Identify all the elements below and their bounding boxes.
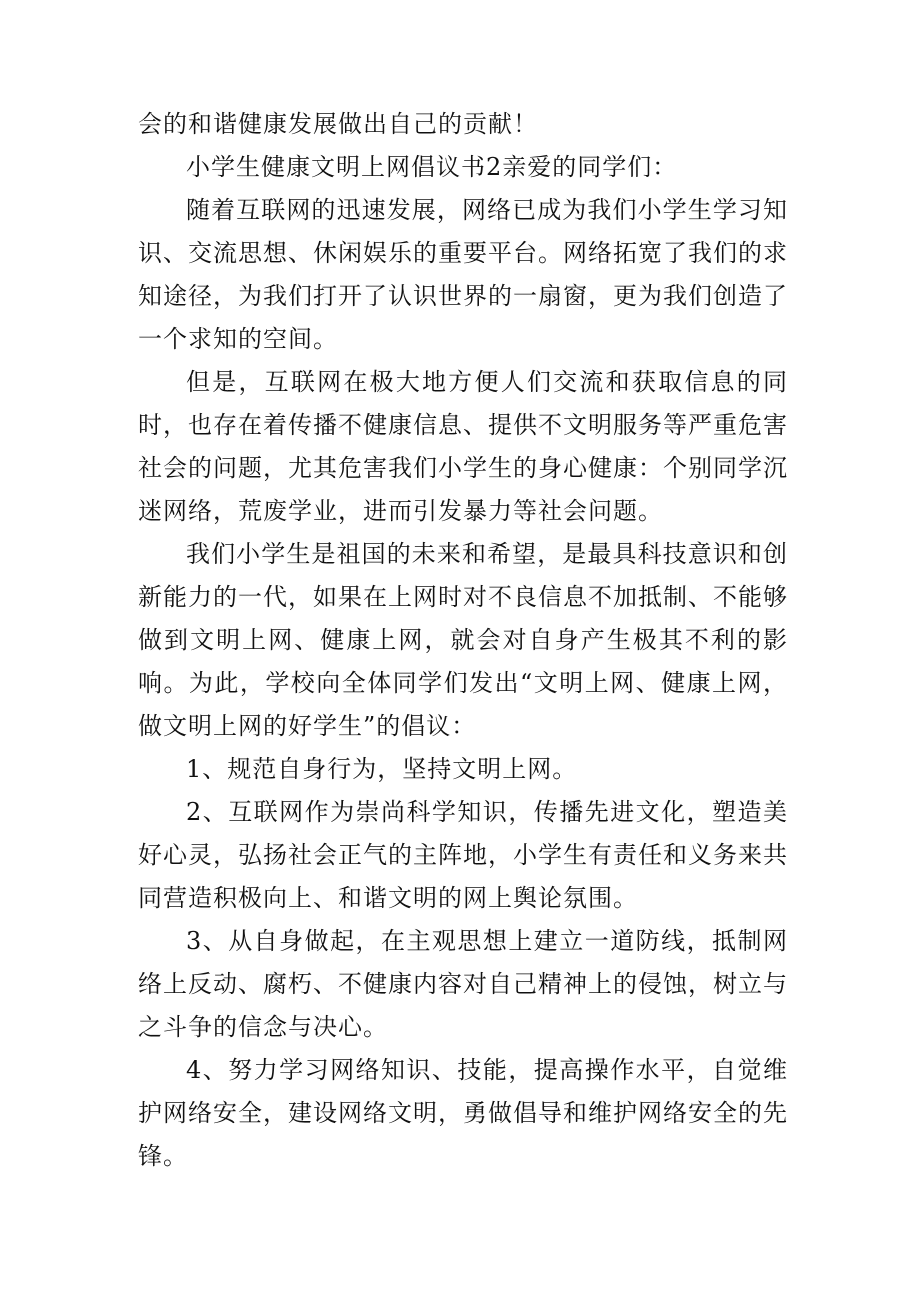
paragraph-intro: 随着互联网的迅速发展，网络已成为我们小学生学习知识、交流思想、休闲娱乐的重要平台。网络拓宽了我们的求知途径，为我们打开了认识世界的一扇窗，更为我们创造了一个求知的空间。 <box>138 196 788 353</box>
paragraph-problem: 但是，互联网在极大地方便人们交流和获取信息的同时，也存在着传播不健康信息、提供不文明服务等严重危害社会的问题，尤其危害我们小学生的身心健康：个别同学沉迷网络，荒废学业，进而引发暴力等社会问题。 <box>138 368 788 525</box>
paragraph-item-4: 4、努力学习网络知识、技能，提高操作水平，自觉维护网络安全，建设网络文明，勇做倡导和维护网络安全的先锋。 <box>138 1056 788 1170</box>
paragraph-item-1: 1、规范自身行为，坚持文明上网。 <box>186 755 578 783</box>
paragraph-item-2: 2、互联网作为崇尚科学知识，传播先进文化，塑造美好心灵，弘扬社会正气的主阵地，小学生有责任和义务来共同营造积极向上、和谐文明的网上舆论氛围。 <box>138 798 788 912</box>
paragraph-title-line: 小学生健康文明上网倡议书2亲爱的同学们： <box>186 153 678 181</box>
paragraph-item-3: 3、从自身做起，在主观思想上建立一道防线，抵制网络上反动、腐朽、不健康内容对自己精神上的侵蚀，树立与之斗争的信念与决心。 <box>138 927 788 1041</box>
paragraph-continuation: 会的和谐健康发展做出自己的贡献！ <box>138 110 538 138</box>
paragraph-proposal: 我们小学生是祖国的未来和希望，是最具科技意识和创新能力的一代，如果在上网时对不良信息不加抵制、不能够做到文明上网、健康上网，就会对自身产生极其不利的影响。为此，学校向全体同学们发出“文明上网、健康上网，做文明上网的好学生”的倡议： <box>138 540 788 740</box>
document-body <box>138 103 788 1178</box>
